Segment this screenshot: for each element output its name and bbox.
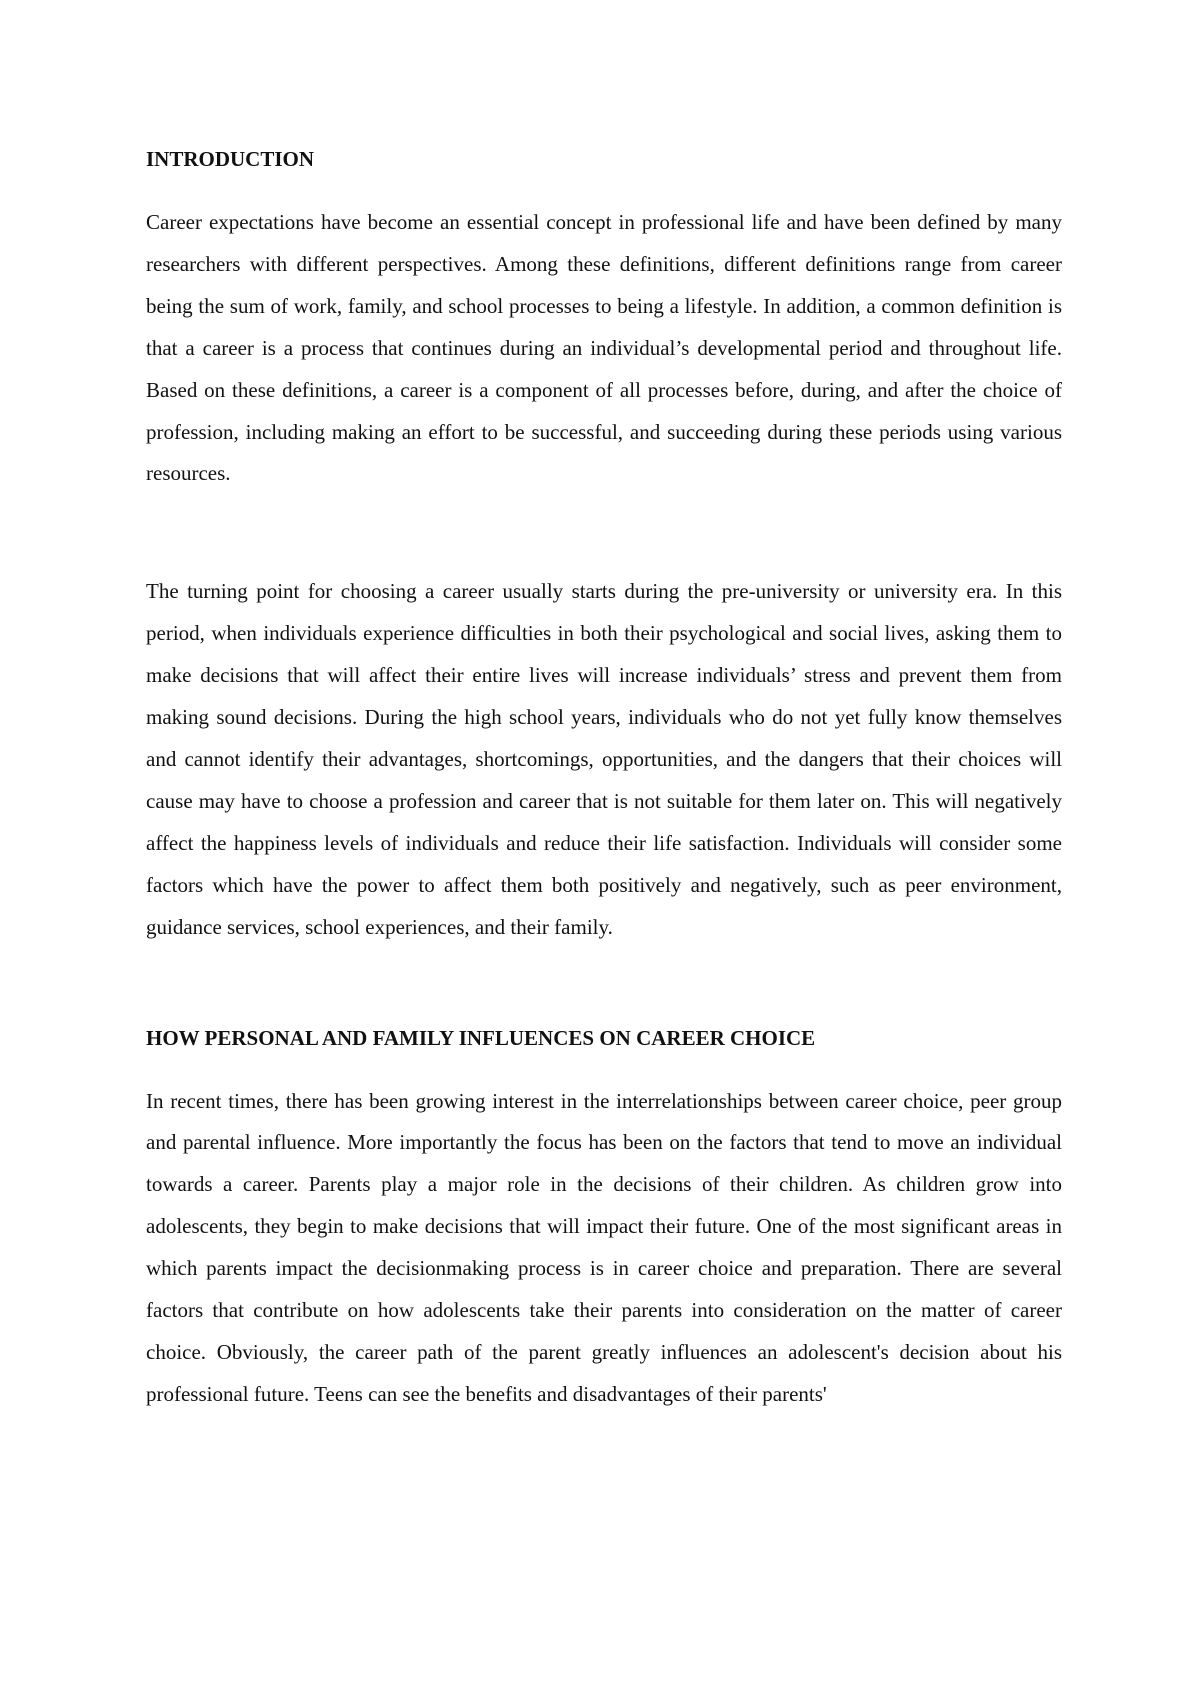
paragraph-career-expectations: Career expectations have become an essential concept in professional life and have been defined by many researchers with different perspectives. Among these definitions, different definitions range from career being the sum of work, family, and school processes to being a lifestyle. In addition, a common definition is that a career is a process that continues during an individual’s developmental period and throughout life. Based on these definitions, a career is a component of all processes before, during, and after the choice of profession, including making an effort to be successful, and succeeding during these periods using various resources. <box>146 210 1062 486</box>
section-heading-influences: HOW PERSONAL AND FAMILY INFLUENCES ON CAREER CHOICE <box>146 1025 816 1050</box>
document-body <box>146 146 1062 1416</box>
paragraph-turning-point: The turning point for choosing a career usually starts during the pre-university or university era. In this period, when individuals experience difficulties in both their psychological and social lives, asking them to make decisions that will affect their entire lives will increase individuals’ stress and prevent them from making sound decisions. During the high school years, individuals who do not yet fully know themselves and cannot identify their advantages, shortcomings, opportunities, and the dangers that their choices will cause may have to choose a profession and career that is not suitable for them later on. This will negatively affect the happiness levels of individuals and reduce their life satisfaction. Individuals will consider some factors which have the power to affect them both positively and negatively, such as peer environment, guidance services, school experiences, and their family. <box>146 579 1062 939</box>
paragraph-recent-times: In recent times, there has been growing interest in the interrelationships between career choice, peer group and parental influence. More importantly the focus has been on the factors that tend to move an individual towards a career. Parents play a major role in the decisions of their children. As children grow into adolescents, they begin to make decisions that will impact their future. One of the most significant areas in which parents impact the decisionmaking process is in career choice and preparation. There are several factors that contribute on how adolescents take their parents into consideration on the matter of career choice. Obviously, the career path of the parent greatly influences an adolescent's decision about his professional future. Teens can see the benefits and disadvantages of their parents' <box>146 1088 1062 1406</box>
section-heading-introduction: INTRODUCTION <box>146 147 315 171</box>
